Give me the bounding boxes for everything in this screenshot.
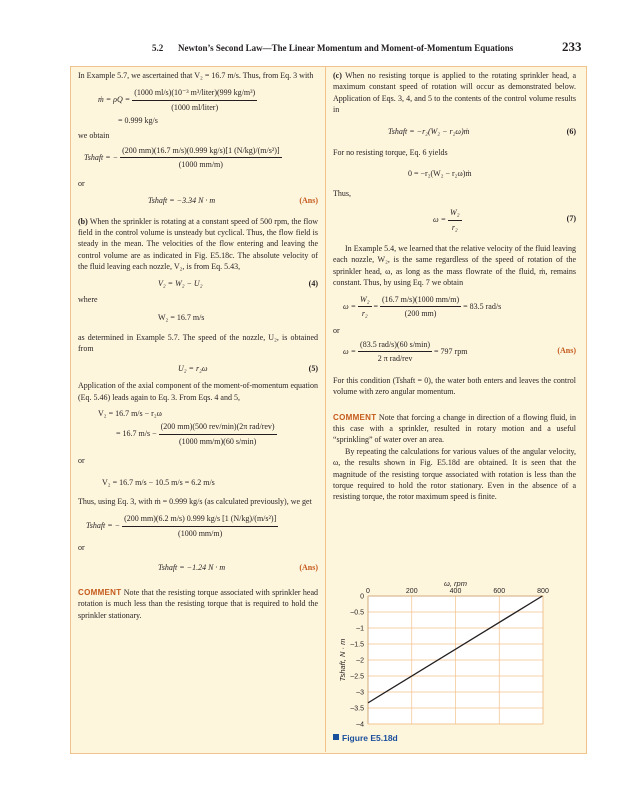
eq-fraction xyxy=(120,145,282,171)
x-axis-label: ω, rpm xyxy=(444,579,467,588)
eq-lhs: Tshaft = − xyxy=(84,152,119,162)
caption-marker-icon xyxy=(333,734,339,740)
eq-denominator: r₂ xyxy=(451,222,458,232)
page-number: 233 xyxy=(562,39,582,54)
eq-lhs: = 16.7 m/s − xyxy=(116,429,157,439)
equation-number: (7) xyxy=(566,214,576,224)
comment-label: COMMENT xyxy=(333,412,377,422)
right-paragraph-3: In Example 5.4, we learned that the relative velocity of the fluid leaving each nozzle, W₂, is the same regardless of the speed of rotation of the sprinkler head, ω, as long as the mass flowrate of the fluid, ṁ, remains constant. Thus, by using Eq. 7 we obtain xyxy=(333,244,576,288)
left-paragraph-1: In Example 5.7, we ascertained that V₂ = 16.7 m/s. Thus, from Eq. 3 with xyxy=(78,71,314,80)
eq-lhs: ṁ = ρQ = xyxy=(98,95,131,105)
equation-4 xyxy=(78,278,318,289)
part-b-text: When the sprinkler is rotating at a constant speed of 500 rpm, the flow field in the control volume is unsteady but cyclical. Thus, the flow field is steady in the mean. The velocities of the flow entering and leaving the control volume are as indicated in Fig. E5.18c. The absolute velocity of the fluid leaving each nozzle, V₂, is from Eq. 5.43, xyxy=(78,216,318,272)
eq-fraction xyxy=(358,339,432,365)
right-paragraph-c xyxy=(333,70,576,116)
y-axis-label: Tshaft, N · m xyxy=(338,638,347,682)
section-number: 5.2 xyxy=(152,43,164,53)
eq-numerator: W₂ xyxy=(448,207,461,220)
part-c-text: When no resisting torque is applied to the rotating sprinkler head, a maximum constant speed of rotation will occur as demonstrated below. Application of Eqs. 3, 4, and 5 to the contents of the control volume results in xyxy=(333,71,577,115)
eq-fraction xyxy=(132,87,257,113)
eq-body: U₂ = r₂ω xyxy=(178,363,208,373)
y-tick-label: –4 xyxy=(356,721,364,729)
eq-numerator: (200 mm)(16.7 m/s)(0.999 kg/s)[1 (N/kg)/(m/s²)] xyxy=(120,145,282,158)
answer-label: (Ans) xyxy=(557,345,576,355)
answer-label: (Ans) xyxy=(299,562,318,572)
y-tick-label: –2.5 xyxy=(350,673,364,681)
equation-number: (5) xyxy=(308,363,318,373)
torque-vs-speed-chart xyxy=(333,578,581,733)
right-paragraph-4: For this condition (Tshaft = 0), the water both enters and leaves the control volume with zero angular momentum. xyxy=(333,375,576,397)
equation-v2-c: V₂ = 16.7 m/s − 10.5 m/s = 6.2 m/s xyxy=(102,477,215,487)
y-tick-label: –3 xyxy=(356,689,364,697)
figure-e5-18d xyxy=(333,578,581,748)
x-tick-label: 200 xyxy=(405,588,418,595)
x-tick-label: 0 xyxy=(366,588,370,595)
equation-tshaft-1 xyxy=(78,145,318,171)
equation-number: (4) xyxy=(308,278,318,288)
comment-text: Note that the resisting torque associated with sprinkler head rotation is much less than the resisting torque that is required to hold the sprinkler stationary. xyxy=(78,588,318,620)
eq-denominator: (200 mm) xyxy=(404,309,437,319)
eq-denominator: r₂ xyxy=(361,309,368,319)
eq-body: Tshaft = −r₂(W₂ − r₂ω)ṁ xyxy=(388,126,470,136)
eq-numerator: W₂ xyxy=(358,294,371,307)
eq-denominator: (1000 mm/m)(60 s/min) xyxy=(178,436,257,446)
y-tick-label: –3.5 xyxy=(350,705,364,713)
or-2: or xyxy=(78,456,85,466)
left-paragraph-4: Application of the axial component of the moment-of-momentum equation (Eq. 5.46) leads again to Eq. 3. From Eqs. 4 and 5, xyxy=(78,381,318,402)
eq-denominator: (1000 mm/m) xyxy=(178,528,223,538)
equation-v2-b xyxy=(78,421,318,447)
eq-body: V₂ = W₂ − U₂ xyxy=(158,278,203,288)
left-paragraph-b xyxy=(78,216,318,273)
equation-7 xyxy=(333,207,576,233)
y-tick-label: –1.5 xyxy=(350,641,364,649)
eq-lhs: Tshaft = − xyxy=(86,521,121,531)
or: or xyxy=(333,325,340,335)
equation-tshaft-1-result xyxy=(78,195,318,206)
eq-numerator: (200 mm)(6.2 m/s) 0.999 kg/s [1 (N/kg)/(m/s²)] xyxy=(122,513,278,526)
eq-fraction xyxy=(358,294,371,320)
y-tick-label: –1 xyxy=(356,625,364,633)
right-paragraph-2: For no resisting torque, Eq. 6 yields xyxy=(333,148,448,158)
equation-number: (6) xyxy=(566,126,576,136)
eq-fraction xyxy=(122,513,278,539)
right-paragraph-5: By repeating the calculations for various values of the angular velocity, ω, the results shown in Fig. E5.18d are obtained. It is seen that the magnitude of the resisting torque associated with rotation is less than the torque required to hold the rotor stationary. Even in the absence of a resisting torque, the rotor maximum speed is finite. xyxy=(333,446,576,502)
thus: Thus, xyxy=(333,188,351,198)
eq-result: = 83.5 rad/s xyxy=(463,301,502,311)
left-paragraph-3: as determined in Example 5.7. The speed of the nozzle, U₂, is obtained from xyxy=(78,332,318,354)
part-c-label: (c) xyxy=(333,71,342,80)
equation-mdot xyxy=(78,87,318,113)
eq-lhs: ω = xyxy=(343,301,357,311)
eq-lhs: ω = xyxy=(343,346,357,356)
or-1: or xyxy=(78,178,85,188)
eq-lhs: ω = xyxy=(433,215,447,224)
eq-denominator: 2 π rad/rev xyxy=(377,354,413,364)
left-paragraph-5: Thus, using Eq. 3, with ṁ = 0.999 kg/s (as calculated previously), we get xyxy=(78,496,312,506)
eq-numerator: (1000 ml/s)(10⁻³ m³/liter)(999 kg/m³) xyxy=(132,87,257,100)
comment-text: Note that forcing a change in direction of a flowing fluid, in this case with a sprinkler, resulted in rotary motion and a useful “sprinkling” of water over an area. xyxy=(333,412,576,445)
part-b-label: (b) xyxy=(78,216,88,226)
y-tick-label: 0 xyxy=(360,593,364,601)
eq-denominator: (1000 ml/liter) xyxy=(171,102,219,112)
equation-mdot-result: = 0.999 kg/s xyxy=(118,116,158,126)
answer-label: (Ans) xyxy=(299,196,318,206)
eq-fraction xyxy=(380,294,461,320)
we-obtain: we obtain xyxy=(78,130,110,140)
equation-tshaft-2 xyxy=(78,513,318,539)
figure-caption xyxy=(333,733,398,743)
comment-label: COMMENT xyxy=(78,588,122,597)
column-divider xyxy=(325,66,326,752)
where: where xyxy=(78,295,98,305)
eq-fraction xyxy=(448,207,461,233)
right-comment xyxy=(333,412,576,446)
left-comment xyxy=(78,587,318,621)
page-header xyxy=(0,38,624,58)
y-tick-label: –2 xyxy=(356,657,364,665)
x-tick-label: 800 xyxy=(537,588,549,595)
eq-result: Tshaft = −3.34 N · m xyxy=(148,196,216,206)
equation-zero: 0 = −r₂(W₂ − r₂ω)ṁ xyxy=(408,169,472,179)
eq-denominator: (1000 mm/m) xyxy=(178,160,223,170)
eq-result: = 797 rpm xyxy=(434,346,468,356)
y-tick-label: –0.5 xyxy=(350,609,364,617)
equation-5 xyxy=(78,363,318,374)
eq-numerator: (16.7 m/s)(1000 mm/m) xyxy=(380,294,461,307)
left-column xyxy=(78,70,318,621)
eq-result: Tshaft = −1.24 N · m xyxy=(158,562,226,572)
equation-6 xyxy=(333,126,576,137)
running-title: Newton’s Second Law—The Linear Momentum and Moment-of-Momentum Equations xyxy=(178,43,514,53)
or-3: or xyxy=(78,543,85,553)
caption-text: Figure E5.18d xyxy=(342,733,398,743)
equation-w2: W₂ = 16.7 m/s xyxy=(158,312,205,322)
eq-fraction xyxy=(159,421,277,447)
eq-numerator: (83.5 rad/s)(60 s/min) xyxy=(358,339,432,352)
right-column xyxy=(333,70,576,503)
x-tick-label: 600 xyxy=(493,588,506,595)
eq-equals: = xyxy=(373,301,379,311)
x-tick-label: 400 xyxy=(449,588,462,595)
equation-omega xyxy=(333,294,576,320)
equation-v2-a: V₂ = 16.7 m/s − r₂ω xyxy=(98,408,162,418)
equation-rpm xyxy=(333,339,576,365)
eq-numerator: (200 mm)(500 rev/min)(2π rad/rev) xyxy=(159,421,277,434)
equation-tshaft-2-result xyxy=(78,562,318,573)
